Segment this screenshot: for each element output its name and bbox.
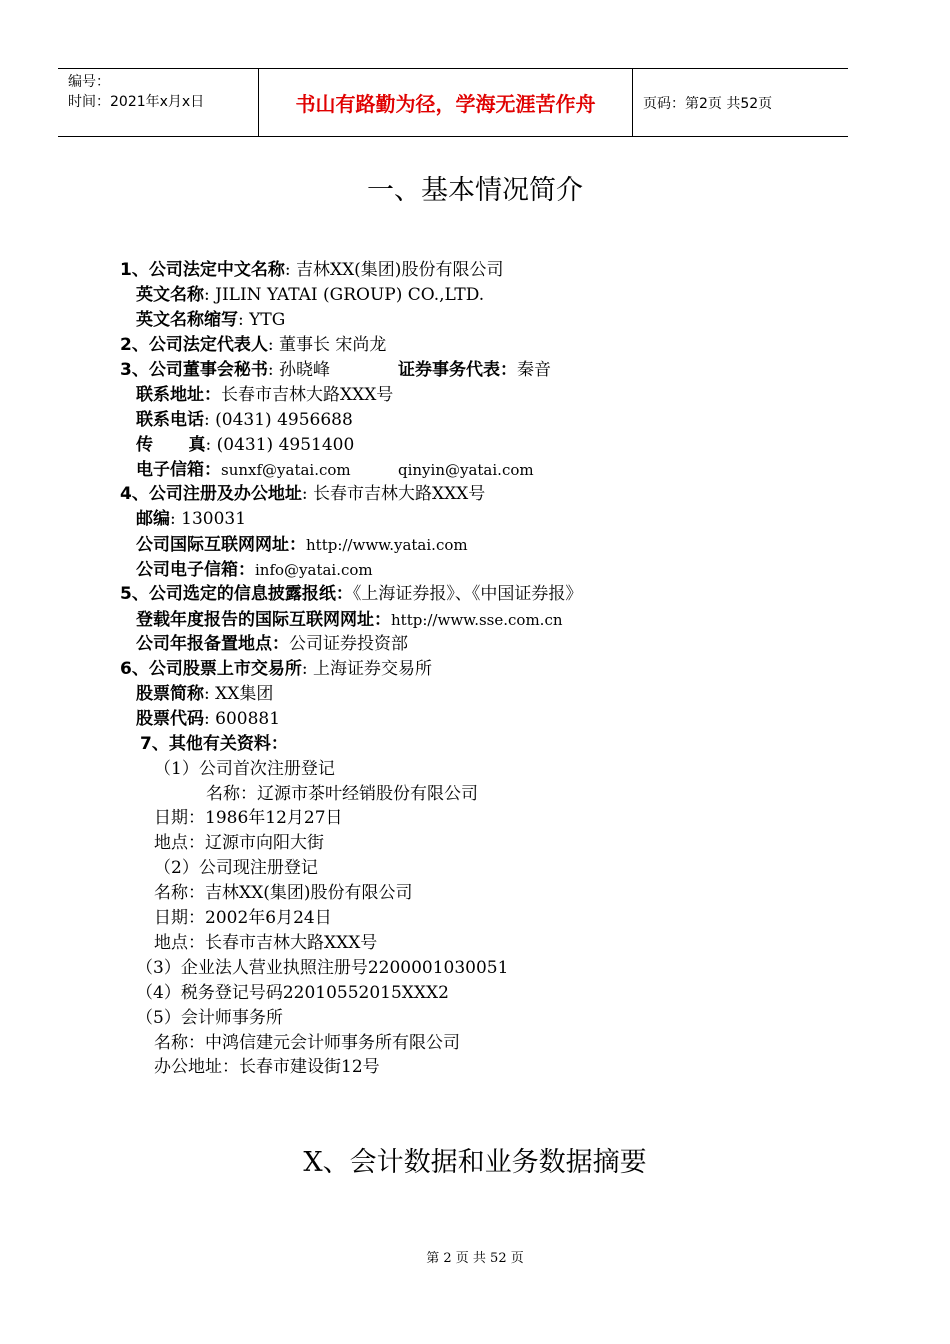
line-company-cn-name: 1、公司法定中文名称: 吉林XX(集团)股份有限公司 xyxy=(120,260,504,280)
line-accounting-firm-name: 名称：中鸿信建元会计师事务所有限公司 xyxy=(154,1033,460,1053)
header-page-number: 页码：第2页 共52页 xyxy=(643,95,773,112)
line-first-reg-place: 地点：辽源市向阳大街 xyxy=(154,833,324,853)
line-first-reg-name: 名称：辽源市茶叶经销股份有限公司 xyxy=(206,784,478,804)
line-accounting-firm: （5）会计师事务所 xyxy=(136,1008,283,1028)
line-english-name: 英文名称: JILIN YATAI (GROUP) CO.,LTD. xyxy=(136,285,485,305)
line-board-secretary: 3、公司董事会秘书: 孙晓峰 xyxy=(120,360,330,380)
header-motto: 书山有路勤为径，学海无涯苦作舟 xyxy=(295,92,596,116)
line-business-license: （3）企业法人营业执照注册号2200001030051 xyxy=(136,958,509,978)
line-first-registration: （1）公司首次注册登记 xyxy=(154,759,335,779)
line-current-registration: （2）公司现注册登记 xyxy=(154,858,318,878)
section1-title: 一、基本情况简介 xyxy=(367,175,583,206)
line-stock-exchange: 6、公司股票上市交易所: 上海证券交易所 xyxy=(120,659,432,679)
line-contact-address: 联系地址：长春市吉林大路XXX号 xyxy=(136,385,394,405)
header-meta xyxy=(58,69,259,136)
line-phone: 联系电话: (0431) 4956688 xyxy=(136,410,353,430)
line-tax-registration: （4）税务登记号码22010552015XXX2 xyxy=(136,983,449,1003)
line-stock-name: 股票简称: XX集团 xyxy=(136,684,274,704)
header-motto-cell xyxy=(259,69,633,136)
line-newspapers: 5、公司选定的信息披露报纸：《上海证券报》、《中国证券报》 xyxy=(120,584,583,604)
line-current-reg-name: 名称：吉林XX(集团)股份有限公司 xyxy=(154,883,413,903)
page-header xyxy=(58,68,848,137)
line-email: 电子信箱：sunxf@yatai.com xyxy=(136,460,351,480)
doc-date: 时间：2021年x月x日 xyxy=(68,94,205,110)
line-stock-code: 股票代码: 600881 xyxy=(136,709,281,729)
line-current-reg-date: 日期：2002年6月24日 xyxy=(154,908,332,928)
line-company-email: 公司电子信箱：info@yatai.com xyxy=(136,560,373,580)
line-email-2: qinyin@yatai.com xyxy=(398,461,534,479)
doc-number: 编号： xyxy=(68,74,110,90)
line-current-reg-place: 地点：长春市吉林大路XXX号 xyxy=(154,933,378,953)
line-securities-rep: 证券事务代表：秦音 xyxy=(398,360,551,380)
line-report-website: 登载年度报告的国际互联网网址：http://www.sse.com.cn xyxy=(136,610,563,630)
line-office-address: 4、公司注册及办公地址: 长春市吉林大路XXX号 xyxy=(120,484,486,504)
line-first-reg-date: 日期：1986年12月27日 xyxy=(154,808,343,828)
line-legal-rep: 2、公司法定代表人: 董事长 宋尚龙 xyxy=(120,335,387,355)
line-english-abbr: 英文名称缩写: YTG xyxy=(136,310,286,330)
line-fax: 传 真: (0431) 4951400 xyxy=(136,435,355,455)
line-other-info: 7、其他有关资料： xyxy=(140,734,288,754)
line-accounting-firm-address: 办公地址：长春市建设街12号 xyxy=(154,1057,380,1077)
line-website: 公司国际互联网网址：http://www.yatai.com xyxy=(136,535,468,555)
section2-title: X、会计数据和业务数据摘要 xyxy=(303,1147,647,1178)
page-footer: 第 2 页 共 52 页 xyxy=(426,1251,524,1266)
line-report-location: 公司年报备置地点：公司证券投资部 xyxy=(136,634,408,654)
line-postcode: 邮编: 130031 xyxy=(136,509,247,529)
